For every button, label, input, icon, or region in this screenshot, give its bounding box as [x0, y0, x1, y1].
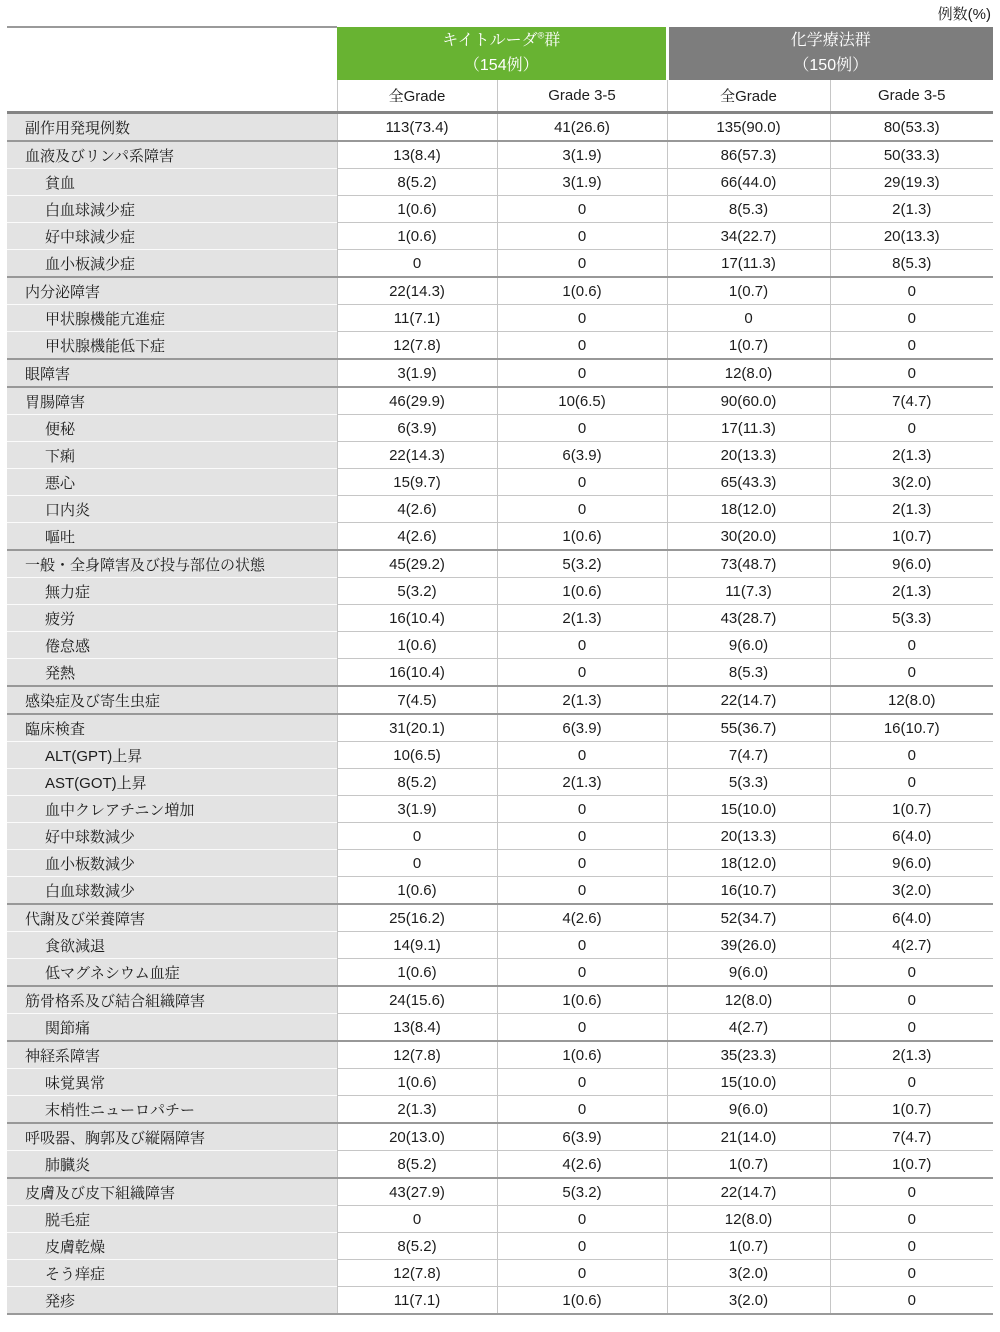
cell-value: 35(23.3) [667, 1041, 830, 1069]
cell-value: 12(8.0) [830, 686, 993, 714]
table-row [7, 1151, 993, 1179]
cell-value: 0 [830, 359, 993, 387]
cell-value: 9(6.0) [667, 959, 830, 987]
cell-value: 0 [497, 223, 667, 250]
cell-value: 22(14.3) [337, 442, 497, 469]
cell-value: 3(2.0) [667, 1287, 830, 1315]
table-row [7, 605, 993, 632]
cell-value: 0 [830, 769, 993, 796]
cell-value: 1(0.6) [497, 578, 667, 605]
table-row [7, 359, 993, 387]
cell-value: 17(11.3) [667, 250, 830, 278]
cell-value: 0 [830, 1178, 993, 1206]
adverse-events-table [7, 26, 993, 1315]
table-row [7, 305, 993, 332]
table-header [7, 27, 993, 113]
row-label: 低マグネシウム血症 [7, 959, 337, 987]
keytruda-group-suffix: 群 [544, 31, 561, 49]
row-label: 副作用発現例数 [7, 113, 337, 142]
table-row [7, 442, 993, 469]
cell-value: 0 [497, 1069, 667, 1096]
subcol-chemo-all-grade: 全Grade [667, 80, 830, 113]
cell-value: 14(9.1) [337, 932, 497, 959]
table-row [7, 250, 993, 278]
subcol-keytruda-all-grade: 全Grade [337, 80, 497, 113]
cell-value: 1(0.7) [830, 523, 993, 551]
cell-value: 0 [497, 196, 667, 223]
cell-value: 7(4.7) [667, 742, 830, 769]
cell-value: 6(3.9) [497, 1123, 667, 1151]
cell-value: 0 [667, 305, 830, 332]
cell-value: 16(10.4) [337, 659, 497, 687]
cell-value: 6(3.9) [497, 714, 667, 742]
cell-value: 0 [497, 1014, 667, 1042]
cell-value: 12(8.0) [667, 1206, 830, 1233]
cell-value: 0 [830, 986, 993, 1014]
table-row [7, 659, 993, 687]
cell-value: 55(36.7) [667, 714, 830, 742]
cell-value: 0 [830, 1260, 993, 1287]
cell-value: 11(7.1) [337, 1287, 497, 1315]
cell-value: 0 [337, 850, 497, 877]
cell-value: 46(29.9) [337, 387, 497, 415]
row-label: 貧血 [7, 169, 337, 196]
table-row [7, 1178, 993, 1206]
row-label: 無力症 [7, 578, 337, 605]
table-row [7, 496, 993, 523]
cell-value: 20(13.3) [830, 223, 993, 250]
cell-value: 52(34.7) [667, 904, 830, 932]
cell-value: 12(8.0) [667, 359, 830, 387]
row-label: 関節痛 [7, 1014, 337, 1042]
cell-value: 8(5.3) [667, 196, 830, 223]
cell-value: 80(53.3) [830, 113, 993, 142]
cell-value: 43(27.9) [337, 1178, 497, 1206]
cell-value: 11(7.3) [667, 578, 830, 605]
table-row [7, 959, 993, 987]
cell-value: 0 [830, 1069, 993, 1096]
cell-value: 25(16.2) [337, 904, 497, 932]
cell-value: 2(1.3) [830, 578, 993, 605]
table-row [7, 141, 993, 169]
cell-value: 90(60.0) [667, 387, 830, 415]
cell-value: 8(5.2) [337, 1151, 497, 1179]
cell-value: 0 [830, 632, 993, 659]
row-label: 悪心 [7, 469, 337, 496]
cell-value: 8(5.2) [337, 769, 497, 796]
cell-value: 2(1.3) [830, 496, 993, 523]
row-label: 血小板数減少 [7, 850, 337, 877]
row-label: そう痒症 [7, 1260, 337, 1287]
cell-value: 6(4.0) [830, 904, 993, 932]
cell-value: 16(10.4) [337, 605, 497, 632]
cell-value: 0 [830, 332, 993, 360]
table-row [7, 1287, 993, 1315]
row-label: 嘔吐 [7, 523, 337, 551]
cell-value: 86(57.3) [667, 141, 830, 169]
cell-value: 2(1.3) [497, 605, 667, 632]
cell-value: 8(5.3) [667, 659, 830, 687]
keytruda-group-name: キイトルーダ [442, 31, 538, 49]
table-row [7, 196, 993, 223]
cell-value: 11(7.1) [337, 305, 497, 332]
cell-value: 3(1.9) [337, 359, 497, 387]
cell-value: 7(4.5) [337, 686, 497, 714]
cell-value: 4(2.6) [337, 523, 497, 551]
cell-value: 22(14.3) [337, 277, 497, 305]
row-label: 臨床検査 [7, 714, 337, 742]
cell-value: 20(13.3) [667, 442, 830, 469]
keytruda-group-n: （154例） [463, 56, 539, 74]
row-label: 末梢性ニューロパチー [7, 1096, 337, 1124]
cell-value: 20(13.3) [667, 823, 830, 850]
cell-value: 0 [497, 1206, 667, 1233]
cell-value: 113(73.4) [337, 113, 497, 142]
row-label: AST(GOT)上昇 [7, 769, 337, 796]
cell-value: 0 [830, 1287, 993, 1315]
cell-value: 1(0.7) [667, 277, 830, 305]
cell-value: 7(4.7) [830, 1123, 993, 1151]
cell-value: 8(5.2) [337, 169, 497, 196]
row-label: 一般・全身障害及び投与部位の状態 [7, 550, 337, 578]
cell-value: 50(33.3) [830, 141, 993, 169]
cell-value: 0 [497, 796, 667, 823]
cell-value: 0 [497, 1096, 667, 1124]
column-group-chemotherapy [667, 27, 993, 80]
cell-value: 10(6.5) [497, 387, 667, 415]
cell-value: 15(10.0) [667, 1069, 830, 1096]
subcol-chemo-grade-3-5: Grade 3-5 [830, 80, 993, 113]
cell-value: 13(8.4) [337, 141, 497, 169]
cell-value: 66(44.0) [667, 169, 830, 196]
table-row [7, 113, 993, 142]
cell-value: 0 [497, 305, 667, 332]
table-row [7, 550, 993, 578]
cell-value: 5(3.3) [667, 769, 830, 796]
cell-value: 2(1.3) [830, 442, 993, 469]
row-label: 感染症及び寄生虫症 [7, 686, 337, 714]
cell-value: 29(19.3) [830, 169, 993, 196]
table-row [7, 850, 993, 877]
row-label: 筋骨格系及び結合組織障害 [7, 986, 337, 1014]
cell-value: 9(6.0) [830, 850, 993, 877]
cell-value: 3(2.0) [830, 469, 993, 496]
cell-value: 1(0.6) [497, 277, 667, 305]
cell-value: 0 [830, 1233, 993, 1260]
cell-value: 0 [497, 932, 667, 959]
cell-value: 2(1.3) [337, 1096, 497, 1124]
cell-value: 17(11.3) [667, 415, 830, 442]
cell-value: 0 [497, 1260, 667, 1287]
cell-value: 15(9.7) [337, 469, 497, 496]
row-label: 甲状腺機能低下症 [7, 332, 337, 360]
cell-value: 1(0.7) [830, 1151, 993, 1179]
cell-value: 3(1.9) [497, 141, 667, 169]
cell-value: 15(10.0) [667, 796, 830, 823]
cell-value: 5(3.2) [337, 578, 497, 605]
table-row [7, 169, 993, 196]
row-label: 好中球減少症 [7, 223, 337, 250]
cell-value: 1(0.7) [667, 1151, 830, 1179]
row-label: 脱毛症 [7, 1206, 337, 1233]
table-row [7, 469, 993, 496]
row-label: 血中クレアチニン増加 [7, 796, 337, 823]
row-label: 皮膚乾燥 [7, 1233, 337, 1260]
row-label: 肺臓炎 [7, 1151, 337, 1179]
row-label: 便秘 [7, 415, 337, 442]
cell-value: 4(2.7) [830, 932, 993, 959]
header-corner-bottom [7, 80, 337, 113]
cell-value: 24(15.6) [337, 986, 497, 1014]
cell-value: 0 [497, 250, 667, 278]
table-row [7, 277, 993, 305]
cell-value: 45(29.2) [337, 550, 497, 578]
cell-value: 16(10.7) [667, 877, 830, 905]
table-row [7, 904, 993, 932]
cell-value: 4(2.6) [337, 496, 497, 523]
cell-value: 34(22.7) [667, 223, 830, 250]
cell-value: 9(6.0) [830, 550, 993, 578]
row-label: 白血球数減少 [7, 877, 337, 905]
row-label: 下痢 [7, 442, 337, 469]
cell-value: 0 [497, 959, 667, 987]
row-label: 血液及びリンパ系障害 [7, 141, 337, 169]
table-row [7, 823, 993, 850]
row-label: 発疹 [7, 1287, 337, 1315]
header-corner-top [7, 27, 337, 80]
cell-value: 1(0.6) [337, 632, 497, 659]
cell-value: 0 [337, 1206, 497, 1233]
table-row [7, 877, 993, 905]
cell-value: 8(5.3) [830, 250, 993, 278]
row-label: 呼吸器、胸郭及び縦隔障害 [7, 1123, 337, 1151]
cell-value: 41(26.6) [497, 113, 667, 142]
cell-value: 1(0.6) [497, 1041, 667, 1069]
row-label: 食欲減退 [7, 932, 337, 959]
cell-value: 1(0.6) [337, 223, 497, 250]
cell-value: 16(10.7) [830, 714, 993, 742]
chemo-group-name: 化学療法群 [790, 31, 871, 49]
table-row [7, 1123, 993, 1151]
cell-value: 1(0.6) [497, 1287, 667, 1315]
cell-value: 43(28.7) [667, 605, 830, 632]
cell-value: 65(43.3) [667, 469, 830, 496]
cell-value: 12(7.8) [337, 332, 497, 360]
cell-value: 20(13.0) [337, 1123, 497, 1151]
table-row [7, 932, 993, 959]
row-label: 好中球数減少 [7, 823, 337, 850]
table-row [7, 769, 993, 796]
cell-value: 1(0.6) [337, 196, 497, 223]
cell-value: 1(0.6) [337, 1069, 497, 1096]
table-row [7, 686, 993, 714]
row-label: 神経系障害 [7, 1041, 337, 1069]
cell-value: 1(0.6) [497, 523, 667, 551]
cell-value: 0 [497, 359, 667, 387]
cell-value: 0 [830, 415, 993, 442]
table-row [7, 387, 993, 415]
cell-value: 0 [830, 277, 993, 305]
cell-value: 2(1.3) [497, 686, 667, 714]
cell-value: 2(1.3) [830, 1041, 993, 1069]
cell-value: 1(0.7) [667, 1233, 830, 1260]
cell-value: 135(90.0) [667, 113, 830, 142]
row-label: 甲状腺機能亢進症 [7, 305, 337, 332]
cell-value: 3(2.0) [830, 877, 993, 905]
table-row [7, 714, 993, 742]
row-label: 発熱 [7, 659, 337, 687]
table-body [7, 113, 993, 1315]
cell-value: 31(20.1) [337, 714, 497, 742]
cell-value: 4(2.6) [497, 904, 667, 932]
row-label: 白血球減少症 [7, 196, 337, 223]
row-label: 皮膚及び皮下組織障害 [7, 1178, 337, 1206]
subcol-keytruda-grade-3-5: Grade 3-5 [497, 80, 667, 113]
row-label: 胃腸障害 [7, 387, 337, 415]
table-row [7, 1260, 993, 1287]
cell-value: 0 [497, 877, 667, 905]
cell-value: 39(26.0) [667, 932, 830, 959]
table-row [7, 415, 993, 442]
cell-value: 1(0.7) [667, 332, 830, 360]
cell-value: 3(1.9) [497, 169, 667, 196]
cell-value: 22(14.7) [667, 1178, 830, 1206]
row-label: ALT(GPT)上昇 [7, 742, 337, 769]
cell-value: 1(0.7) [830, 796, 993, 823]
cell-value: 0 [497, 659, 667, 687]
cell-value: 0 [830, 305, 993, 332]
table-row [7, 1096, 993, 1124]
cell-value: 0 [830, 659, 993, 687]
cell-value: 4(2.6) [497, 1151, 667, 1179]
table-row [7, 578, 993, 605]
row-label: 血小板減少症 [7, 250, 337, 278]
cell-value: 2(1.3) [830, 196, 993, 223]
cell-value: 21(14.0) [667, 1123, 830, 1151]
cell-value: 0 [497, 850, 667, 877]
cell-value: 12(7.8) [337, 1041, 497, 1069]
table-row [7, 223, 993, 250]
cell-value: 1(0.7) [830, 1096, 993, 1124]
cell-value: 0 [497, 415, 667, 442]
table-row [7, 1041, 993, 1069]
table-row [7, 742, 993, 769]
row-label: 代謝及び栄養障害 [7, 904, 337, 932]
cell-value: 6(4.0) [830, 823, 993, 850]
cell-value: 9(6.0) [667, 1096, 830, 1124]
table-row [7, 1233, 993, 1260]
cell-value: 9(6.0) [667, 632, 830, 659]
row-label: 味覚異常 [7, 1069, 337, 1096]
row-label: 疲労 [7, 605, 337, 632]
cell-value: 6(3.9) [337, 415, 497, 442]
cell-value: 3(1.9) [337, 796, 497, 823]
cell-value: 12(7.8) [337, 1260, 497, 1287]
cell-value: 0 [830, 959, 993, 987]
cell-value: 0 [497, 742, 667, 769]
row-label: 内分泌障害 [7, 277, 337, 305]
cell-value: 5(3.2) [497, 550, 667, 578]
row-label: 眼障害 [7, 359, 337, 387]
table-row [7, 796, 993, 823]
chemo-group-n: （150例） [793, 56, 869, 74]
table-row [7, 1014, 993, 1042]
cell-value: 1(0.6) [337, 959, 497, 987]
cell-value: 6(3.9) [497, 442, 667, 469]
cell-value: 8(5.2) [337, 1233, 497, 1260]
table-row [7, 332, 993, 360]
cell-value: 18(12.0) [667, 850, 830, 877]
cell-value: 18(12.0) [667, 496, 830, 523]
table-row [7, 632, 993, 659]
cell-value: 0 [830, 1206, 993, 1233]
cell-value: 0 [497, 823, 667, 850]
cell-value: 3(2.0) [667, 1260, 830, 1287]
row-label: 口内炎 [7, 496, 337, 523]
cell-value: 10(6.5) [337, 742, 497, 769]
cell-value: 0 [337, 823, 497, 850]
column-group-keytruda [337, 27, 667, 80]
cell-value: 0 [337, 250, 497, 278]
subcolumn-header-row [7, 80, 993, 113]
cell-value: 1(0.6) [337, 877, 497, 905]
column-group-row [7, 27, 993, 80]
cell-value: 5(3.2) [497, 1178, 667, 1206]
cell-value: 0 [830, 1014, 993, 1042]
table-row [7, 1069, 993, 1096]
table-row [7, 986, 993, 1014]
table-row [7, 1206, 993, 1233]
cell-value: 13(8.4) [337, 1014, 497, 1042]
registered-trademark-mark: ® [537, 30, 545, 41]
cell-value: 0 [830, 742, 993, 769]
cell-value: 0 [497, 332, 667, 360]
cell-value: 30(20.0) [667, 523, 830, 551]
cell-value: 73(48.7) [667, 550, 830, 578]
cell-value: 2(1.3) [497, 769, 667, 796]
cell-value: 0 [497, 496, 667, 523]
cell-value: 4(2.7) [667, 1014, 830, 1042]
unit-label: 例数(%) [937, 6, 991, 23]
cell-value: 12(8.0) [667, 986, 830, 1014]
cell-value: 22(14.7) [667, 686, 830, 714]
cell-value: 1(0.6) [497, 986, 667, 1014]
cell-value: 0 [497, 632, 667, 659]
cell-value: 0 [497, 1233, 667, 1260]
cell-value: 5(3.3) [830, 605, 993, 632]
row-label: 倦怠感 [7, 632, 337, 659]
cell-value: 0 [497, 469, 667, 496]
table-row [7, 523, 993, 551]
cell-value: 7(4.7) [830, 387, 993, 415]
